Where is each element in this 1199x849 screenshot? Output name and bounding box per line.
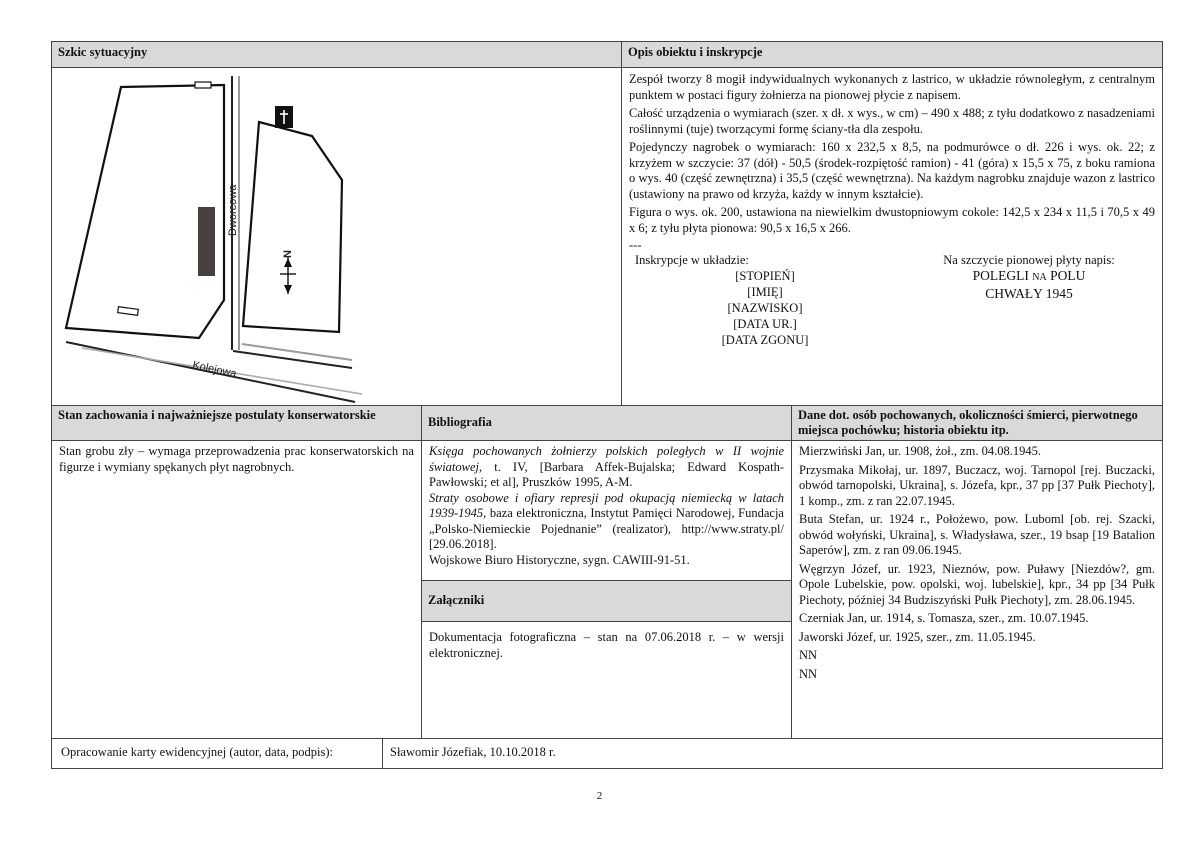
description-paragraph: Całość urządzenia o wymiarach (szer. x dł. x wys., w cm) – 490 x 488; z tyłu dodatkowo z nasadzeniami roślinnymi (tuje) tworzącymi formę ściany-tła dla zespołu.	[629, 106, 1155, 136]
person-entry: Jaworski Józef, ur. 1925, szer., zm. 11.05.1945.	[799, 629, 1036, 644]
cemetery-parcel	[243, 122, 342, 332]
sketch-header: Szkic sytuacyjny	[52, 42, 622, 68]
bibliography-cell	[422, 441, 792, 581]
person-entry: Czerniak Jan, ur. 1914, s. Tomasza, szer., zm. 10.07.1945.	[799, 611, 1089, 625]
street-dworcowa-label: Dworcowa	[227, 184, 239, 236]
bibliography-entry: Straty osobowe i ofiary represji pod okupacją niemiecką w latach 1939-1945, baza elektroniczna, Instytut Pamięci Narodowej, Fundacja „Polsko-Niemieckie Pojednanie” (realizator), http://www.straty.pl/ [29.06.2018].	[429, 490, 784, 551]
inscription-line: [NAZWISKO]	[727, 301, 803, 315]
inscription-line: [STOPIEŃ]	[735, 269, 795, 283]
top-inscription-label: Na szczycie pionowej płyty napis:	[943, 253, 1115, 267]
bibliography-entry: Wojskowe Biuro Historyczne, sygn. CAWIII-91-51.	[429, 552, 690, 567]
condition-cell: Stan grobu zły – wymaga przeprowadzenia prac konserwatorskich na figurze i wymiany spękanych płyt nagrobnych.	[52, 441, 422, 739]
top-inscription-block	[909, 252, 1149, 302]
separator-text: ---	[629, 238, 642, 252]
description-paragraph: Figura o wys. ok. 200, ustawiona na niewielkim dwustopniowym cokole: 142,5 x 234 x 11,5 i 70,5 x 49 x 6; z tyłu płyta pionowa: 90,5 x 16,5 x 266.	[629, 205, 1155, 235]
svg-text:N: N	[282, 250, 294, 258]
top-inscription-line2: CHWAŁY 1945	[985, 286, 1073, 301]
persons-cell	[792, 441, 1163, 739]
person-entry: Mierzwiński Jan, ur. 1908, żoł., zm. 04.08.1945.	[799, 444, 1041, 458]
inscription-line: [DATA UR.]	[733, 317, 797, 331]
inscriptions-label: Inskrypcje w układzie:	[635, 253, 749, 267]
description-header: Opis obiektu i inskrypcje	[622, 42, 1163, 68]
description-cell	[622, 68, 1163, 406]
situation-sketch	[52, 68, 620, 404]
description-paragraph: Pojedynczy nagrobek o wymiarach: 160 x 232,5 x 8,5, na podmurówce o dł. 226 i wys. ok. 22; z krzyżem w szczycie: 37 (dół) - 50,5 (środek-rozpiętość ramion) - 41 (góra) x 15,5 x 75, z boku ramiona o wys. 40 (część zewnętrzna) i 35,5 (część wewnętrzna). Na każdym nagrobku znajduje wazon z lastrico (ustawiony na prawo od krzyża, każdy w innym kształcie).	[629, 140, 1155, 201]
condition-header: Stan zachowania i najważniejsze postulaty konserwatorskie	[52, 406, 422, 441]
attachments-header: Załączniki	[422, 581, 792, 622]
sketch-cell	[52, 68, 622, 406]
footer-value: Sławomir Józefiak, 10.10.2018 r.	[383, 739, 1163, 769]
street-kolejowa-label: Kolejowa	[191, 359, 238, 381]
inscription-line: [DATA ZGONU]	[721, 333, 809, 347]
person-entry: NN	[799, 666, 818, 681]
page-number: 2	[596, 790, 603, 802]
top-inscription-line1: POLEGLI NA POLU	[972, 268, 1086, 283]
record-card-table	[51, 41, 1163, 769]
building	[198, 207, 215, 276]
persons-header: Dane dot. osób pochowanych, okoliczności śmierci, pierwotnego miejsca pochówku; historia obiektu itp.	[792, 406, 1163, 441]
footer-label: Opracowanie karty ewidencyjnej (autor, data, podpis):	[52, 739, 383, 769]
bibliography-entry: Księga pochowanych żołnierzy polskich poległych w II wojnie światowej, t. IV, [Barbara Affek-Bujalska; Edward Kospath-Pawłowski; et al], Pruszków 1995, A-M.	[429, 444, 784, 489]
person-entry: Buta Stefan, ur. 1924 r., Położewo, pow. Luboml [ob. rej. Szacki, obwód wołyński, Ukraina], s. Władysława, szer., 19 bsap [19 Batalion Saperów], zm. z ran 09.06.1945.	[799, 512, 1155, 557]
attachments-cell: Dokumentacja fotograficzna – stan na 07.06.2018 r. – w wersji elektronicznej.	[422, 622, 792, 739]
north-arrow-icon	[280, 250, 296, 294]
inscription-line: [IMIĘ]	[747, 285, 783, 299]
person-entry: NN	[799, 648, 818, 662]
bibliography-header: Bibliografia	[422, 406, 792, 441]
description-paragraph: Zespół tworzy 8 mogił indywidualnych wykonanych z lastrico, w układzie równoległym, z centralnym punktem w postaci figury żołnierza na pionowej płycie z napisem.	[629, 72, 1155, 102]
inscriptions-block	[635, 252, 835, 348]
person-entry: Przysmaka Mikołaj, ur. 1897, Buczacz, woj. Tarnopol [rej. Buczacki, obwód tarnopolski, Ukraina], s. Józefa, kpr., 37 pp [37 Pułk Piechoty], 1 komp., zm. z ran 22.07.1945.	[799, 462, 1155, 508]
person-entry: Węgrzyn Józef, ur. 1923, Nieznów, pow. Puławy [Niezdów?, gm. Opole Lubelskie, pow. opolski, woj. lubelskie], kpr., 34 pp [34 Pułk Piechoty, później 34 Budziszyński Pułk Piechoty], zm. 28.06.1945.	[799, 561, 1155, 607]
